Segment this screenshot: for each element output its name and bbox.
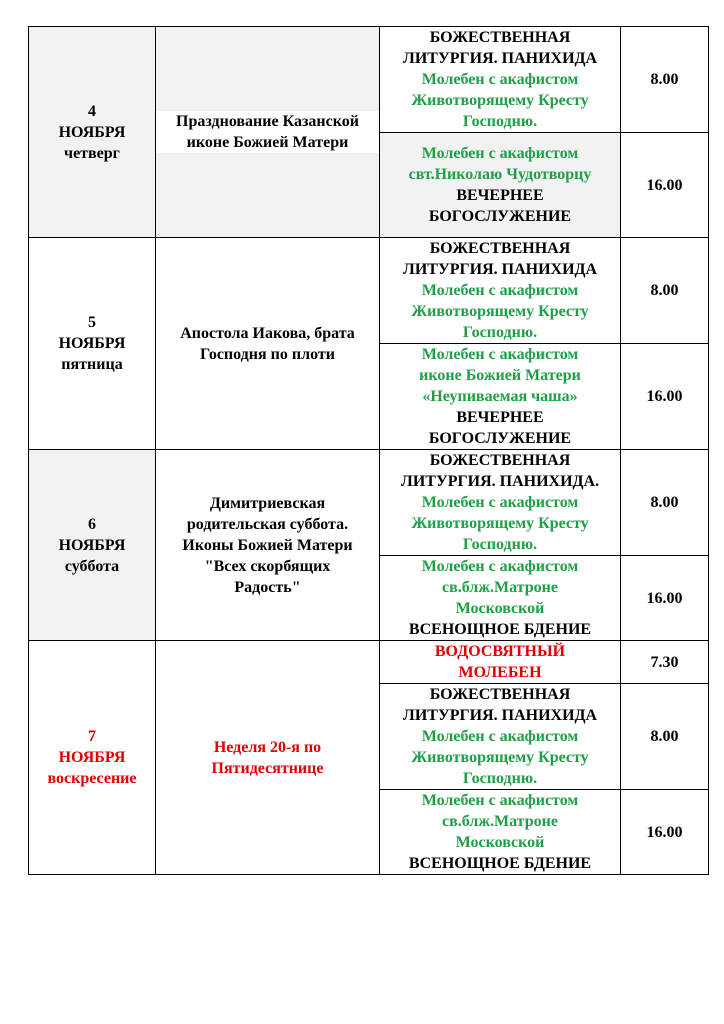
service-line: ВОДОСВЯТНЫЙ: [434, 643, 566, 660]
day-cell: [29, 641, 156, 875]
service-line: Молебен с акафистом: [421, 558, 579, 575]
service-time: 8.00: [621, 238, 709, 344]
service-line: ВЕЧЕРНЕЕ: [456, 409, 544, 426]
service-line: БОЖЕСТВЕННАЯ: [429, 686, 571, 703]
feast-line: иконе Божией Матери: [156, 132, 379, 153]
day-month: НОЯБРЯ: [58, 749, 126, 766]
service-line: Молебен с акафистом: [421, 282, 579, 299]
service-line: Молебен с акафистом: [421, 71, 579, 88]
service-line: св.блж.Матроне: [442, 579, 558, 596]
service-line: БОГОСЛУЖЕНИЕ: [428, 208, 572, 225]
service-cell: [380, 344, 621, 450]
service-line: иконе Божией Матери: [419, 367, 581, 384]
service-line: ЛИТУРГИЯ. ПАНИХИДА: [402, 261, 598, 278]
day-weekday: пятница: [61, 356, 123, 373]
service-line: Молебен с акафистом: [421, 792, 579, 809]
schedule-row: [29, 27, 709, 133]
schedule-row: [29, 238, 709, 344]
day-month: НОЯБРЯ: [58, 536, 126, 554]
day-date: 6: [88, 515, 96, 533]
feast-cell: [156, 238, 380, 450]
feast-line: Иконы Божией Матери: [182, 536, 353, 554]
feast-line: родительская суббота.: [186, 515, 349, 533]
service-cell: [380, 27, 621, 133]
feast-line: "Всех скорбящих: [204, 557, 331, 575]
service-line: Молебен с акафистом: [421, 346, 579, 363]
service-line: Животворящему Кресту: [411, 749, 589, 766]
day-weekday: четверг: [64, 144, 120, 162]
service-line: ЛИТУРГИЯ. ПАНИХИДА.: [400, 473, 600, 490]
service-line: ВЕЧЕРНЕЕ: [456, 187, 544, 204]
feast-cell: [156, 641, 380, 875]
service-cell: [380, 684, 621, 790]
day-cell: [29, 238, 156, 450]
day-month: НОЯБРЯ: [58, 123, 126, 141]
day-weekday: воскресение: [47, 770, 137, 787]
service-line: БОЖЕСТВЕННАЯ: [429, 240, 571, 257]
feast-line: Пятидесятнице: [211, 759, 324, 777]
service-time: 8.00: [621, 450, 709, 556]
service-line: св.блж.Матроне: [442, 813, 558, 830]
service-line: Господню.: [462, 770, 538, 787]
feast-line: Празднование Казанской: [156, 111, 379, 132]
service-cell: [380, 238, 621, 344]
service-line: Господню.: [462, 113, 538, 130]
service-line: свт.Николаю Чудотворцу: [408, 166, 592, 183]
feast-cell: [156, 27, 380, 238]
service-cell: [380, 133, 621, 238]
service-cell: [380, 641, 621, 684]
service-line: БОЖЕСТВЕННАЯ: [429, 29, 571, 46]
service-line: Московской: [455, 834, 545, 851]
service-cell: [380, 556, 621, 641]
feast-line: Апостола Иакова, брата: [180, 324, 355, 342]
day-date: 4: [88, 102, 96, 120]
day-date: 7: [88, 728, 96, 745]
schedule-row: [29, 641, 709, 684]
feast-line: Неделя 20-я по: [213, 738, 322, 756]
schedule-table: [28, 26, 709, 875]
feast-line: Димитриевская: [209, 494, 326, 512]
service-line: Господню.: [462, 536, 538, 553]
service-line: «Неупиваемая чаша»: [422, 388, 578, 405]
schedule-body: [29, 27, 709, 875]
service-line: Молебен с акафистом: [421, 728, 579, 745]
service-line: МОЛЕБЕН: [458, 664, 542, 681]
day-date: 5: [88, 314, 96, 331]
service-line: Господню.: [462, 324, 538, 341]
service-time: 16.00: [621, 790, 709, 875]
service-line: Животворящему Кресту: [411, 515, 589, 532]
service-line: ВСЕНОЩНОЕ БДЕНИЕ: [408, 855, 592, 872]
day-weekday: суббота: [64, 557, 120, 575]
service-time: 16.00: [621, 133, 709, 238]
service-time: 7.30: [621, 641, 709, 684]
schedule-row: [29, 450, 709, 556]
service-line: Московской: [455, 600, 545, 617]
day-month: НОЯБРЯ: [58, 335, 126, 352]
service-time: 16.00: [621, 556, 709, 641]
service-time: 16.00: [621, 344, 709, 450]
service-line: ЛИТУРГИЯ. ПАНИХИДА: [402, 50, 598, 67]
day-cell: [29, 27, 156, 238]
service-cell: [380, 450, 621, 556]
service-time: 8.00: [621, 27, 709, 133]
service-line: Животворящему Кресту: [411, 92, 589, 109]
service-line: Молебен с акафистом: [421, 494, 579, 511]
service-line: БОЖЕСТВЕННАЯ: [429, 452, 571, 469]
service-line: Животворящему Кресту: [411, 303, 589, 320]
service-line: БОГОСЛУЖЕНИЕ: [428, 430, 572, 447]
service-cell: [380, 790, 621, 875]
service-line: ЛИТУРГИЯ. ПАНИХИДА: [402, 707, 598, 724]
feast-line: Радость": [234, 578, 301, 596]
feast-cell: [156, 450, 380, 641]
service-line: Молебен с акафистом: [421, 145, 579, 162]
feast-line: Господня по плоти: [200, 345, 335, 363]
day-cell: [29, 450, 156, 641]
service-time: 8.00: [621, 684, 709, 790]
service-line: ВСЕНОЩНОЕ БДЕНИЕ: [408, 621, 592, 638]
